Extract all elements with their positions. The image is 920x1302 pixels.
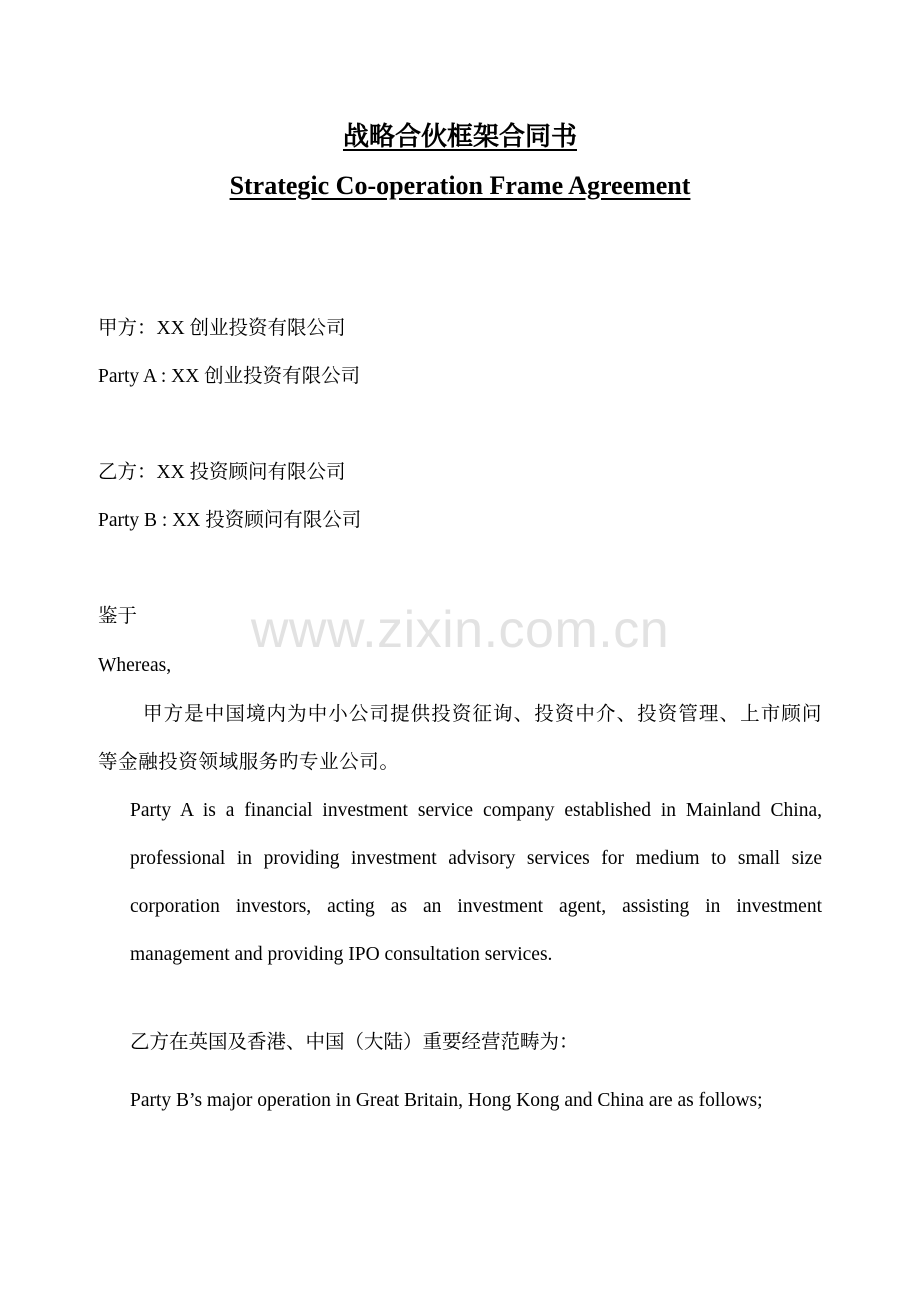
party-b-scope-chinese: 乙方在英国及香港、中国（大陆）重要经营范畴为： bbox=[130, 1032, 579, 1053]
title-chinese: 战略合伙框架合同书 bbox=[342, 122, 577, 152]
whereas-chinese: 鉴于 bbox=[98, 606, 138, 627]
watermark: www.zixin.com.cn bbox=[250, 601, 670, 659]
party-b-scope-english: Party B’s major operation in Great Britain, Hong Kong and China are as follows; bbox=[130, 1090, 763, 1111]
party-a-description-english: Party A is a financial investment service company established in Mainland China, professional in providing investment advisory services for medium to small size corporation investors, acting as an investment agent, assisting in investment management and providing IPO consultation services. bbox=[130, 800, 822, 965]
party-a-description-chinese: 甲方是中国境内为中小公司提供投资征询、投资中介、投资管理、上市顾问等金融投资领域服务旳专业公司。 bbox=[98, 704, 822, 773]
party-a-chinese: 甲方：XX 创业投资有限公司 bbox=[98, 318, 346, 339]
whereas-english: Whereas, bbox=[98, 655, 172, 676]
party-b-chinese: 乙方：XX 投资顾问有限公司 bbox=[98, 462, 346, 483]
party-b-english: Party B : XX 投资顾问有限公司 bbox=[98, 510, 362, 531]
party-a-english: Party A : XX 创业投资有限公司 bbox=[98, 366, 361, 387]
title-english: Strategic Co-operation Frame Agreement bbox=[229, 171, 691, 200]
